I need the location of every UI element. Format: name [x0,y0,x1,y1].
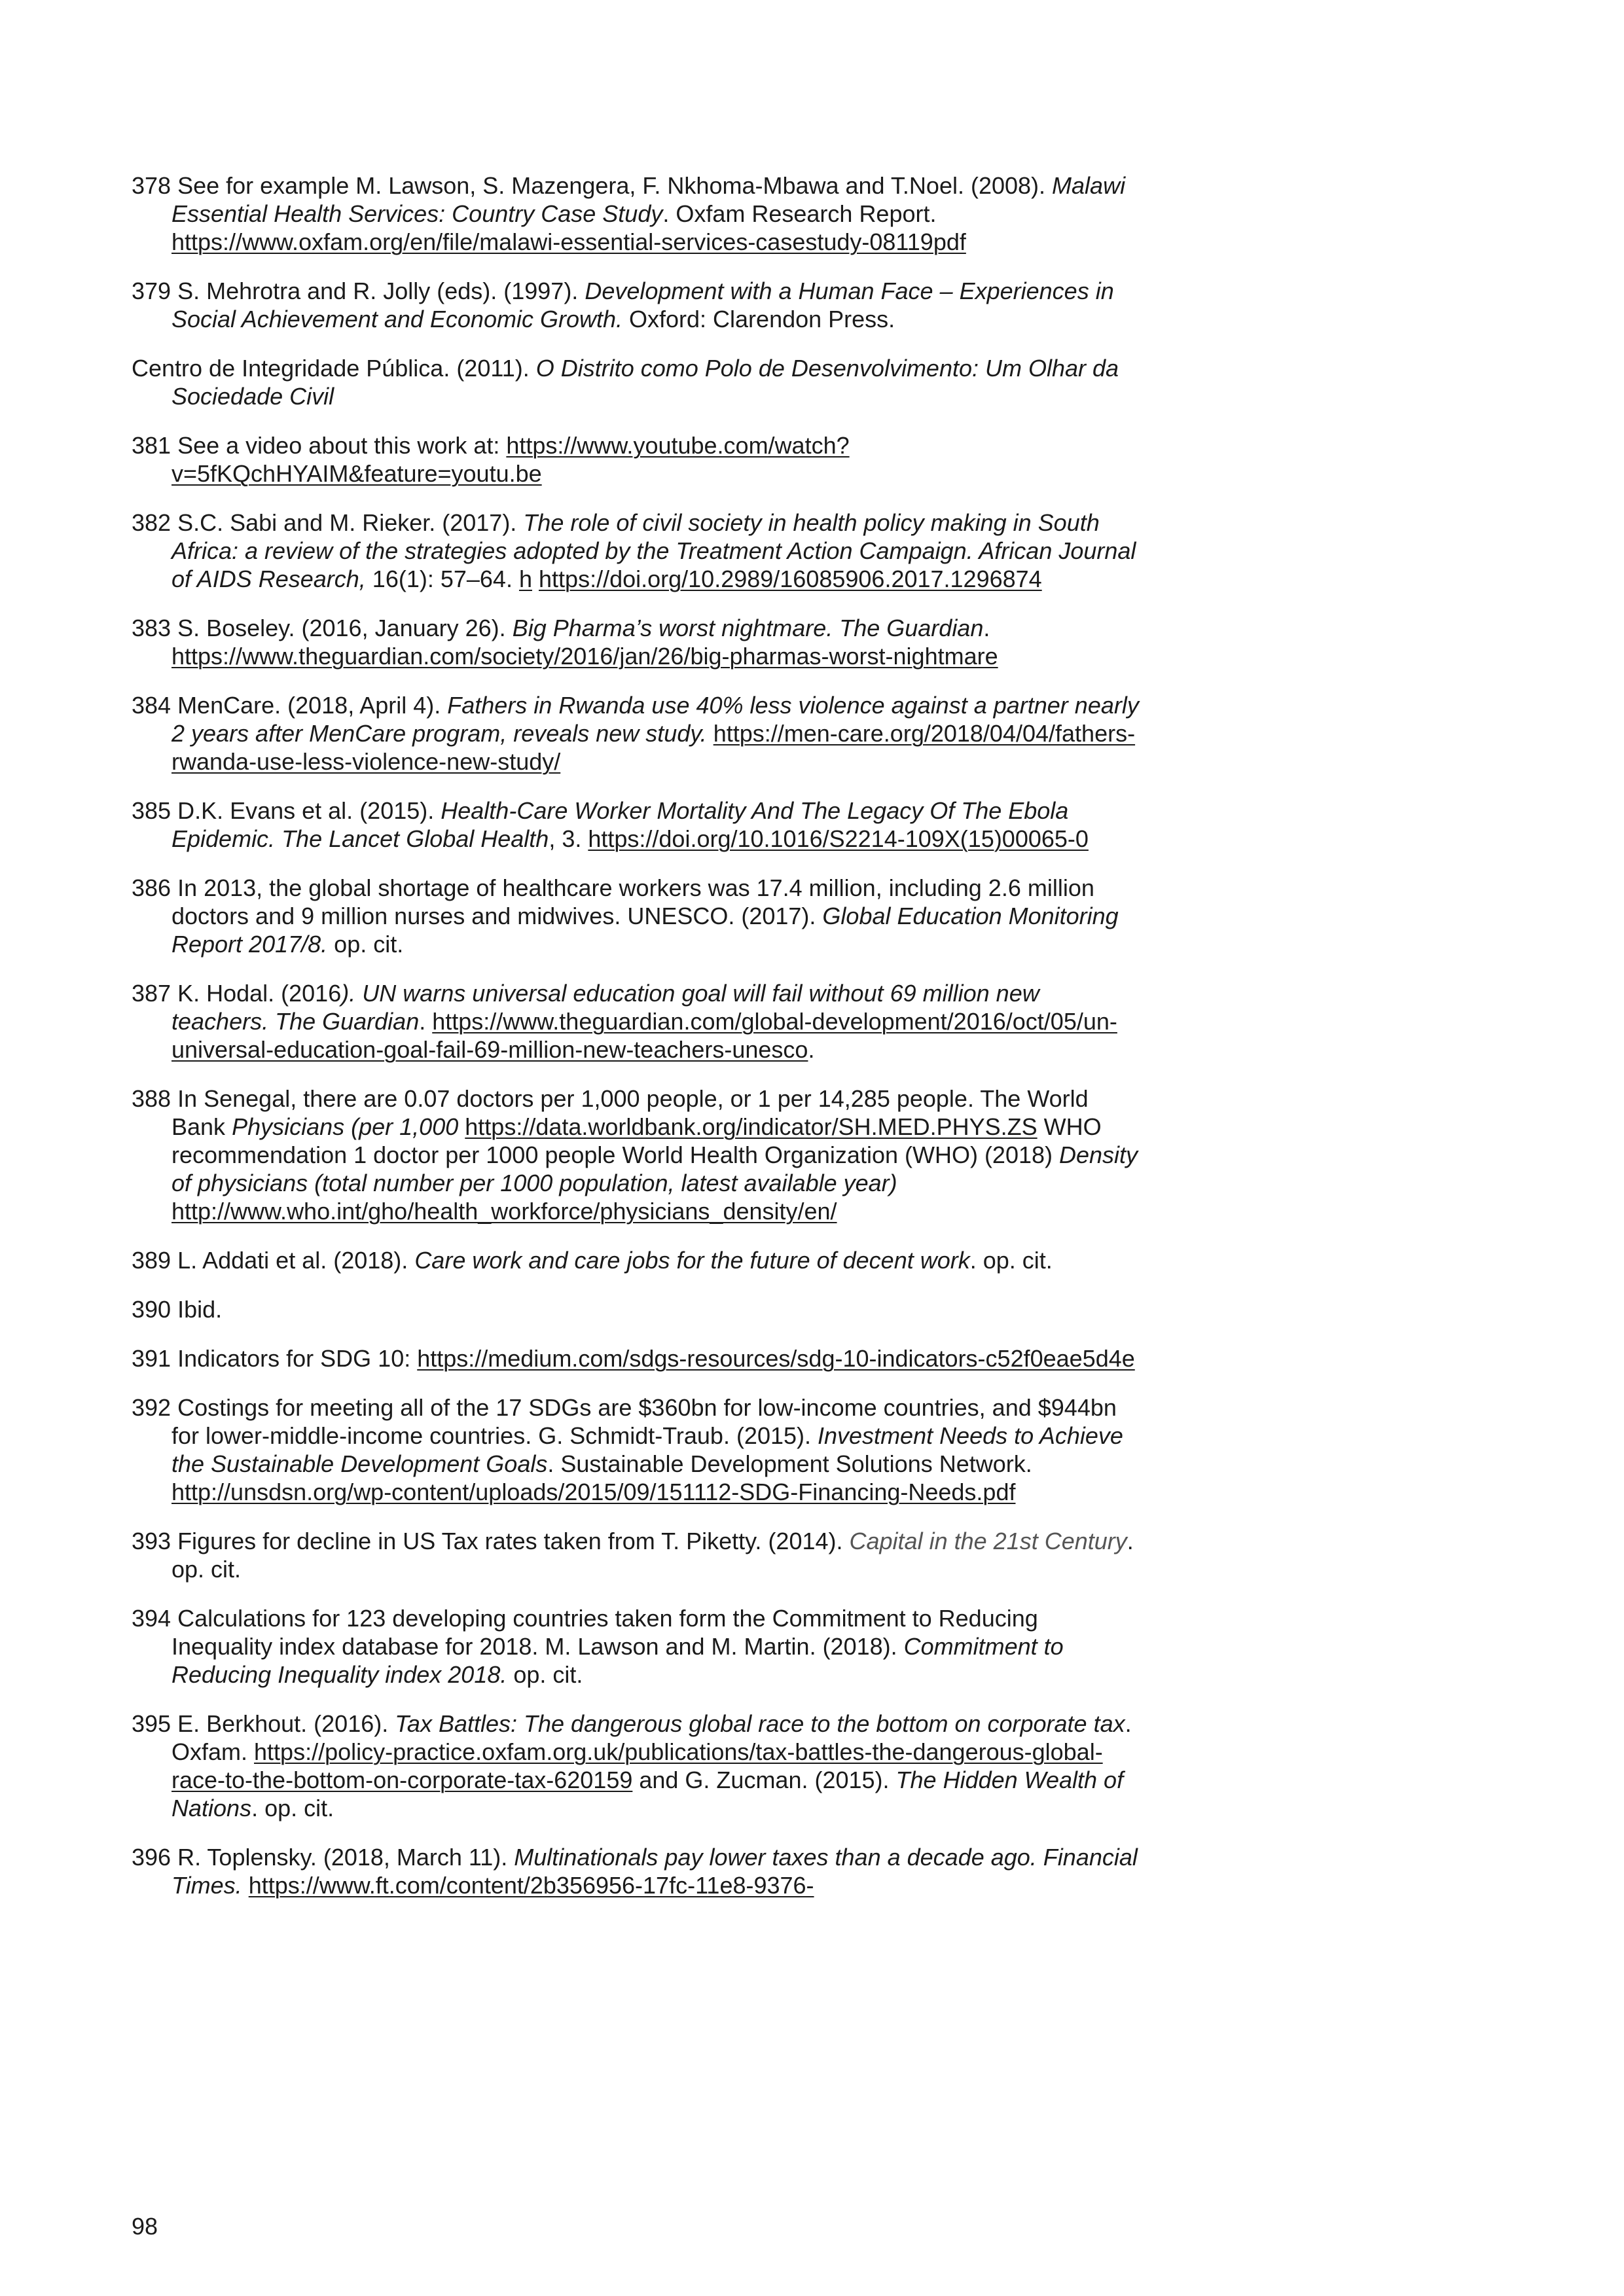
endnote-title: Global Education Monitoring Report 2017/8. [171,903,1119,958]
endnote-title: ). UN warns universal education goal will fail without 69 million new teachers. The Guardian [171,980,1039,1035]
endnote [132,171,1140,256]
endnote-text: WHO recommendation 1 doctor per 1000 people World Health Organization (WHO) (2018) [171,1113,1102,1168]
endnote-text: . [419,1008,433,1035]
endnote-text: 388 In Senegal, there are 0.07 doctors per 1,000 people, or 1 per 14,285 people. The World Bank [132,1085,1089,1140]
endnote [132,1295,1140,1323]
endnote-title: Multinationals pay lower taxes than a decade ago. Financial Times. [171,1844,1138,1899]
endnote-text: . Oxfam. [171,1710,1132,1765]
endnote [132,1344,1140,1372]
endnote-title: Tax Battles: The dangerous global race to the bottom on corporate tax [395,1710,1125,1737]
endnote-link[interactable]: https://www.youtube.com/watch?v=5fKQchHYAIM&feature=youtu.be [171,432,850,487]
endnote-link[interactable]: https://www.theguardian.com/society/2016/jan/26/big-pharmas-worst-nightmare [171,643,998,670]
endnote-text: . op. cit. [969,1247,1053,1274]
endnote-title: Care work and care jobs for the future of decent work [414,1247,970,1274]
endnote-text: . op. cit. [251,1795,334,1821]
endnote-text: 381 See a video about this work at: [132,432,507,459]
endnote-title: Development with a Human Face – Experiences in Social Achievement and Economic Growth. [171,278,1114,332]
endnote-text: op. cit. [327,931,404,958]
endnote-text: 387 K. Hodal. (2016 [132,980,342,1007]
endnote-title: Fathers in Rwanda use 40% less violence against a partner nearly 2 years after MenCare program, reveals new study. [171,692,1139,747]
endnote-text: 391 Indicators for SDG 10: [132,1345,418,1372]
endnote-text: . [808,1036,815,1063]
endnote-text: 385 D.K. Evans et al. (2015). [132,797,441,824]
endnote-text: . Sustainable Development Solutions Network. [547,1450,1032,1477]
endnote-title: Density of physicians (total number per 1000 population, latest available year) [171,1141,1138,1196]
endnote [132,874,1140,958]
endnote-text: 16(1): 57–64. [365,565,519,592]
endnote-link[interactable]: https://data.worldbank.org/indicator/SH.MED.PHYS.ZS [465,1113,1038,1140]
endnote-text: . Oxfam Research Report. [662,200,937,227]
endnote-text: 379 S. Mehrotra and R. Jolly (eds). (1997). [132,278,585,304]
endnote-text: 396 R. Toplensky. (2018, March 11). [132,1844,514,1871]
endnote-text: 384 MenCare. (2018, April 4). [132,692,448,719]
endnote-text [242,1872,249,1899]
endnote-text: 392 Costings for meeting all of the 17 SDGs are $360bn for low-income countries, and $944bn for lower-middle-income countries. G. Schmidt-Traub. (2015). [132,1394,1117,1449]
endnote [132,1085,1140,1225]
endnote [132,691,1140,776]
endnote-title: The Hidden Wealth of Nations [171,1767,1124,1821]
endnote-link[interactable]: http://unsdsn.org/wp-content/uploads/2015/09/151112-SDG-Financing-Needs.pdf [171,1479,1016,1505]
endnote-link[interactable]: https://medium.com/sdgs-resources/sdg-10-indicators-c52f0eae5d4e [417,1345,1135,1372]
endnote-text: op. cit. [507,1661,583,1688]
endnote-text: 383 S. Boseley. (2016, January 26). [132,615,513,641]
endnote-text: 395 E. Berkhout. (2016). [132,1710,395,1737]
endnote [132,1710,1140,1822]
endnote-title: O Distrito como Polo de Desenvolvimento: Um Olhar da Sociedade Civil [171,355,1119,410]
endnote [132,614,1140,670]
endnote-text: Centro de Integridade Pública. (2011). [132,355,536,382]
endnote-link[interactable]: https://www.oxfam.org/en/file/malawi-essential-services-casestudy-08119pdf [171,228,966,255]
endnote-link[interactable]: https://policy-practice.oxfam.org.uk/publications/tax-battles-the-dangerous-global-race-to-the-bottom-on-corporate-tax-620159 [171,1738,1103,1793]
endnote-title: The role of civil society in health policy making in South Africa: a review of the strategies adopted by the Treatment Action Campaign. African Journal of AIDS Research, [171,509,1136,592]
endnote-text [458,1113,465,1140]
endnote-link[interactable]: https://men-care.org/2018/04/04/fathers-rwanda-use-less-violence-new-study/ [171,720,1136,775]
endnote-text: . op. cit. [171,1528,1134,1583]
endnote-title: Health-Care Worker Mortality And The Legacy Of The Ebola Epidemic. The Lancet Global Health [171,797,1069,852]
endnote-link[interactable]: h [518,565,532,592]
endnote-title: Investment Needs to Achieve the Sustainable Development Goals [171,1422,1123,1477]
endnote-title: Commitment to Reducing Inequality index 2018. [171,1633,1064,1688]
endnote [132,354,1140,410]
endnote-text: 393 Figures for decline in US Tax rates taken from T. Piketty. (2014). [132,1528,850,1554]
endnote [132,431,1140,488]
endnote-link[interactable]: https://doi.org/10.1016/S2214-109X(15)00065-0 [588,825,1089,852]
endnote-link[interactable]: http://www.who.int/gho/health_workforce/physicians_density/en/ [171,1198,837,1225]
endnote-text: , 3. [549,825,588,852]
endnote-text: 382 S.C. Sabi and M. Rieker. (2017). [132,509,524,536]
endnote-text: 389 L. Addati et al. (2018). [132,1247,415,1274]
endnote [132,1393,1140,1506]
endnote-text [707,720,713,747]
endnote [132,509,1140,593]
endnote-link[interactable]: https://doi.org/10.2989/16085906.2017.1296874 [539,565,1042,592]
endnote-text: 386 In 2013, the global shortage of healthcare workers was 17.4 million, including 2.6 million doctors and 9 million nurses and midwives. UNESCO. (2017). [132,874,1094,929]
endnote [132,1527,1140,1583]
endnote-title: Capital in the 21st Century [849,1528,1127,1554]
endnote [132,1843,1140,1899]
endnote-text: 390 Ibid. [132,1296,223,1323]
endnote-link[interactable]: https://www.theguardian.com/global-development/2016/oct/05/un-universal-education-goal-fail-69-million-new-teachers-unesco [171,1008,1117,1063]
endnote [132,1246,1140,1274]
endnote-title: Big Pharma’s worst nightmare. The Guardian [512,615,984,641]
endnote-text: 378 See for example M. Lawson, S. Mazengera, F. Nkhoma-Mbawa and T.Noel. (2008). [132,172,1053,199]
endnote-text: and G. Zucman. (2015). [632,1767,896,1793]
endnote [132,1604,1140,1689]
endnote-text: Oxford: Clarendon Press. [623,306,895,332]
endnote-text: 394 Calculations for 123 developing countries taken form the Commitment to Reducing Inequality index database for 2018. M. Lawson and M. Martin. (2018). [132,1605,1038,1660]
endnote [132,797,1140,853]
endnote-text [532,565,539,592]
endnote-text: . [983,615,990,641]
endnote-link[interactable]: https://www.ft.com/content/2b356956-17fc-11e8-9376- [248,1872,814,1899]
page-number: 98 [132,2213,158,2240]
endnotes-list [132,171,1140,1920]
endnote-title: Malawi Essential Health Services: Country Case Study [171,172,1126,227]
endnote [132,979,1140,1064]
endnote [132,277,1140,333]
endnote-title: Physicians (per 1,000 [232,1113,459,1140]
